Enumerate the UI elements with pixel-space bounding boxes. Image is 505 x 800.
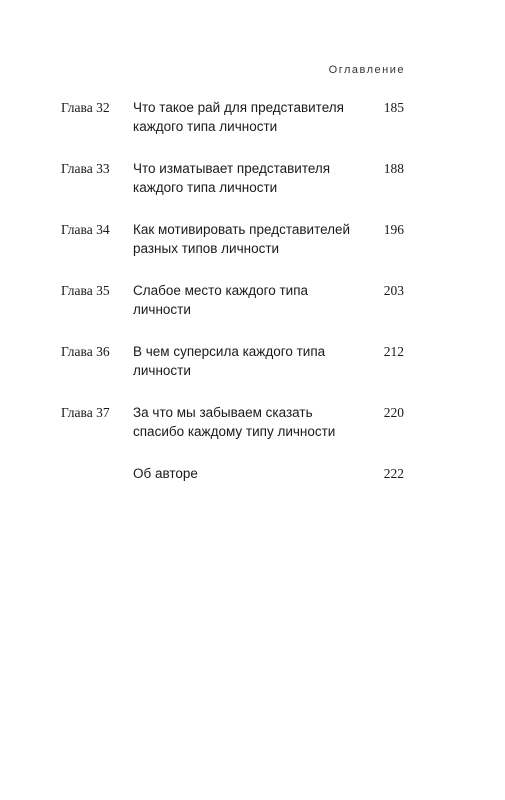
chapter-title xyxy=(133,98,368,136)
chapter-number: Глава 32 xyxy=(61,100,110,115)
chapter-title-line: спасибо каждому типу личности xyxy=(133,424,336,439)
chapter-number: Глава 33 xyxy=(61,161,110,176)
chapter-title-line: В чем суперсила каждого типа xyxy=(133,344,326,359)
chapter-title-line: Слабое место каждого типа xyxy=(133,283,309,298)
chapter-title-line: разных типов личности xyxy=(133,241,280,256)
chapter-number: Глава 37 xyxy=(61,405,110,420)
toc-entry-chapter-37 xyxy=(0,403,505,464)
toc-entry-about-author xyxy=(0,464,505,525)
chapter-title-line: личности xyxy=(133,302,191,317)
chapter-number: Глава 35 xyxy=(61,283,110,298)
page-number: 212 xyxy=(383,344,404,359)
toc-entry-chapter-32 xyxy=(0,98,505,159)
toc-entry-chapter-34 xyxy=(0,220,505,281)
chapter-title-line: каждого типа личности xyxy=(133,180,278,195)
page-number: 185 xyxy=(383,100,404,115)
toc-entry-chapter-35 xyxy=(0,281,505,342)
toc-entry-chapter-36 xyxy=(0,342,505,403)
page-number: 188 xyxy=(383,161,404,176)
chapter-title-line: каждого типа личности xyxy=(133,119,278,134)
chapter-title xyxy=(133,220,368,258)
chapter-title xyxy=(133,464,368,483)
toc-entry-chapter-33 xyxy=(0,159,505,220)
chapter-title-line: Как мотивировать представителей xyxy=(133,222,351,237)
page-number: 203 xyxy=(383,283,404,298)
chapter-title-line: За что мы забываем сказать xyxy=(133,405,313,420)
chapter-title-line: личности xyxy=(133,363,191,378)
page-number: 220 xyxy=(383,405,404,420)
running-head: Оглавление xyxy=(328,64,405,76)
chapter-title-line: Что такое рай для представителя xyxy=(133,100,344,115)
chapter-title xyxy=(133,159,368,197)
chapter-title-line: Что изматывает представителя xyxy=(133,161,331,176)
chapter-number: Глава 36 xyxy=(61,344,110,359)
chapter-title xyxy=(133,342,368,380)
table-of-contents xyxy=(0,98,505,525)
chapter-title-line: Об авторе xyxy=(133,466,198,481)
page-number: 222 xyxy=(383,466,404,481)
page-number: 196 xyxy=(383,222,404,237)
chapter-number: Глава 34 xyxy=(61,222,110,237)
chapter-title xyxy=(133,403,368,441)
chapter-title xyxy=(133,281,368,319)
